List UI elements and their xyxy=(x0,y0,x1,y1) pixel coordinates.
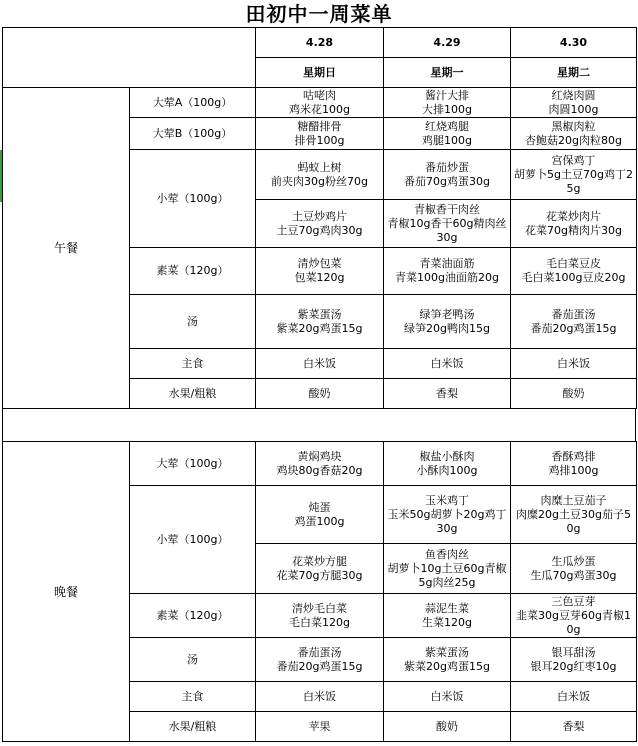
dish-name: 花菜炒方腿 xyxy=(292,554,347,568)
dish-name: 黄焖鸡块 xyxy=(297,449,342,463)
dish-cell xyxy=(511,150,637,200)
dish-name: 白米饭 xyxy=(303,689,336,703)
dish-ingredients: 番茄70g鸡蛋30g xyxy=(404,174,490,188)
dish-ingredients: 胡萝卜10g土豆60g青椒5g肉丝25g xyxy=(387,561,507,589)
dish-ingredients: 肉圆100g xyxy=(548,102,599,116)
dish-cell xyxy=(511,682,637,712)
dish-cell xyxy=(511,349,637,379)
table-row xyxy=(3,88,637,118)
dish-ingredients: 韭菜30g豆芽60g青椒10g xyxy=(516,608,631,636)
dish-ingredients: 绿笋20g鸭肉15g xyxy=(404,321,490,335)
dish-cell xyxy=(511,712,637,742)
dish-cell xyxy=(256,638,384,682)
category-label: 大荤A（100g） xyxy=(130,88,256,118)
dish-name: 肉糜土豆茄子 xyxy=(540,493,607,507)
dish-ingredients: 包菜120g xyxy=(294,271,345,284)
dish-name: 清炒毛白菜 xyxy=(292,601,347,615)
category-label: 水果/粗粮 xyxy=(130,712,256,742)
category-label: 主食 xyxy=(130,349,256,379)
dish-cell xyxy=(256,200,384,248)
date-header: 4.29 xyxy=(384,28,511,58)
dish-name: 土豆炒鸡片 xyxy=(292,209,347,223)
dish-name: 紫菜蛋汤 xyxy=(297,307,342,321)
dish-name: 红烧鸡腿 xyxy=(425,119,469,133)
dish-name: 宫保鸡丁 xyxy=(551,153,596,167)
dish-ingredients: 紫菜20g鸡蛋15g xyxy=(404,659,490,673)
dish-cell xyxy=(384,200,511,248)
category-label: 小荤（100g） xyxy=(130,150,256,248)
category-label: 汤 xyxy=(130,638,256,682)
dish-ingredients: 玉米50g胡萝卜20g鸡丁30g xyxy=(387,507,507,535)
dish-ingredients: 花菜70g精肉片30g xyxy=(525,223,622,237)
dish-cell xyxy=(384,379,511,409)
dish-ingredients: 银耳20g红枣10g xyxy=(530,659,617,673)
dish-ingredients: 鸡块80g香菇20g xyxy=(276,463,363,477)
dish-name: 苹果 xyxy=(308,719,331,733)
header-corner xyxy=(3,28,130,88)
dish-ingredients: 排骨100g xyxy=(294,133,345,147)
dish-name: 白米饭 xyxy=(557,356,590,370)
dish-cell xyxy=(256,150,384,200)
dish-name: 白米饭 xyxy=(557,689,590,703)
dish-name: 清炒包菜 xyxy=(297,257,342,270)
dish-ingredients: 小酥肉100g xyxy=(416,463,478,477)
dish-name: 炖蛋 xyxy=(308,500,331,514)
dish-cell xyxy=(511,544,637,594)
weekday-header: 星期日 xyxy=(256,58,384,88)
dish-ingredients: 鸡排100g xyxy=(548,463,599,477)
dish-ingredients: 鸡蛋100g xyxy=(294,514,345,528)
dish-ingredients: 毛白菜100g豆皮20g xyxy=(521,271,626,284)
dish-name: 花菜炒肉片 xyxy=(546,209,601,223)
dish-ingredients: 番茄20g鸡蛋15g xyxy=(276,659,363,673)
dish-name: 咕咾肉 xyxy=(303,88,336,102)
dish-name: 紫菜蛋汤 xyxy=(425,645,469,659)
dish-cell xyxy=(256,248,384,295)
category-label: 素菜（120g） xyxy=(130,248,256,295)
dish-ingredients: 毛白菜120g xyxy=(289,615,350,629)
date-header: 4.28 xyxy=(256,28,384,58)
dish-cell xyxy=(384,594,511,638)
dish-cell xyxy=(256,544,384,594)
weekday-header: 星期二 xyxy=(511,58,637,88)
dish-name: 番茄炒蛋 xyxy=(425,160,469,174)
lunch-table xyxy=(2,27,637,409)
dish-name: 糖醋排骨 xyxy=(297,119,342,133)
dish-name: 毛白菜豆皮 xyxy=(546,257,601,270)
dish-cell xyxy=(511,379,637,409)
dish-name: 生瓜炒蛋 xyxy=(551,554,596,568)
dish-name: 蚂蚁上树 xyxy=(297,160,342,174)
dish-cell xyxy=(511,88,637,118)
dish-ingredients: 杏鲍菇20g肉粒80g xyxy=(525,133,622,147)
dish-name: 酸奶 xyxy=(562,386,585,400)
dish-ingredients: 胡萝卜5g土豆70g鸡丁25g xyxy=(514,167,633,195)
dish-ingredients: 鸡米花100g xyxy=(289,102,350,116)
dish-name: 酸奶 xyxy=(308,386,331,400)
meal-label-lunch: 午餐 xyxy=(3,88,130,409)
dish-name: 蒜泥生菜 xyxy=(425,601,469,615)
dish-name: 青椒香干肉丝 xyxy=(414,202,480,216)
dish-name: 黑椒肉粒 xyxy=(551,119,596,133)
dish-ingredients: 番茄20g鸡蛋15g xyxy=(530,321,617,335)
dish-name: 椒盐小酥肉 xyxy=(419,449,475,463)
dish-cell xyxy=(256,379,384,409)
meal-label-dinner: 晚餐 xyxy=(3,442,130,742)
category-label: 大荤B（100g） xyxy=(130,118,256,150)
dish-cell xyxy=(256,118,384,150)
dish-cell xyxy=(256,682,384,712)
dish-cell xyxy=(511,486,637,544)
dish-cell xyxy=(256,442,384,486)
dish-cell xyxy=(256,594,384,638)
category-label: 水果/粗粮 xyxy=(130,379,256,409)
dish-ingredients: 生菜120g xyxy=(422,615,472,629)
dish-name: 香酥鸡排 xyxy=(551,449,596,463)
table-row xyxy=(3,442,637,486)
dish-ingredients: 鸡腿100g xyxy=(422,133,472,147)
dish-name: 酱汁大排 xyxy=(425,88,469,102)
category-label: 大荤（100g） xyxy=(130,442,256,486)
dish-cell xyxy=(384,88,511,118)
dish-cell xyxy=(384,486,511,544)
dish-cell xyxy=(511,638,637,682)
dish-name: 白米饭 xyxy=(430,689,464,703)
dish-cell xyxy=(384,682,511,712)
dish-cell xyxy=(384,442,511,486)
dish-ingredients: 前夹肉30g粉丝70g xyxy=(271,174,368,188)
dish-name: 红烧肉圆 xyxy=(551,88,596,102)
dish-cell xyxy=(384,295,511,349)
dish-name: 番茄蛋汤 xyxy=(551,307,596,321)
category-label: 主食 xyxy=(130,682,256,712)
dish-name: 绿笋老鸭汤 xyxy=(419,307,475,321)
date-header-row xyxy=(3,28,637,58)
dish-name: 银耳甜汤 xyxy=(551,645,596,659)
page-title: 田初中一周菜单 xyxy=(245,2,393,26)
dish-name: 番茄蛋汤 xyxy=(297,645,342,659)
dish-cell xyxy=(256,486,384,544)
dish-name: 三色豆芽 xyxy=(551,594,596,608)
dish-cell xyxy=(384,638,511,682)
dish-name: 青菜油面筋 xyxy=(419,257,475,270)
dish-name: 白米饭 xyxy=(303,356,336,370)
dish-cell xyxy=(384,349,511,379)
dinner-table xyxy=(2,441,637,742)
dish-cell xyxy=(384,712,511,742)
dish-cell xyxy=(511,295,637,349)
category-label: 素菜（120g） xyxy=(130,594,256,638)
dish-ingredients: 青菜100g油面筋20g xyxy=(395,271,499,284)
dish-name: 玉米鸡丁 xyxy=(425,493,469,507)
dish-cell xyxy=(256,349,384,379)
dish-cell xyxy=(384,118,511,150)
dish-cell xyxy=(384,248,511,295)
dish-name: 香梨 xyxy=(436,386,458,400)
date-header: 4.30 xyxy=(511,28,637,58)
dish-cell xyxy=(511,442,637,486)
dish-cell xyxy=(511,594,637,638)
dish-ingredients: 肉糜20g土豆30g茄子50g xyxy=(516,507,631,535)
dish-cell xyxy=(384,150,511,200)
dish-cell xyxy=(256,295,384,349)
category-label: 汤 xyxy=(130,295,256,349)
dish-cell xyxy=(511,200,637,248)
dish-ingredients: 花菜70g方腿30g xyxy=(276,568,363,582)
dish-name: 鱼香肉丝 xyxy=(425,547,469,561)
dish-name: 香梨 xyxy=(562,719,585,733)
dish-ingredients: 紫菜20g鸡蛋15g xyxy=(276,321,363,335)
dish-ingredients: 生瓜70g鸡蛋30g xyxy=(530,568,617,582)
dish-ingredients: 青椒10g香干60g精肉丝30g xyxy=(387,216,507,244)
weekday-header: 星期一 xyxy=(384,58,511,88)
dish-ingredients: 土豆70g鸡肉30g xyxy=(276,223,363,237)
category-label: 小荤（100g） xyxy=(130,486,256,594)
dish-cell xyxy=(256,712,384,742)
dish-cell xyxy=(511,118,637,150)
dish-name: 白米饭 xyxy=(430,356,464,370)
dish-cell xyxy=(256,88,384,118)
dish-ingredients: 大排100g xyxy=(422,102,472,116)
dish-name: 酸奶 xyxy=(436,719,458,733)
header-corner-right xyxy=(130,28,256,88)
meal-separator xyxy=(2,409,636,441)
dish-cell xyxy=(511,248,637,295)
dish-cell xyxy=(384,544,511,594)
